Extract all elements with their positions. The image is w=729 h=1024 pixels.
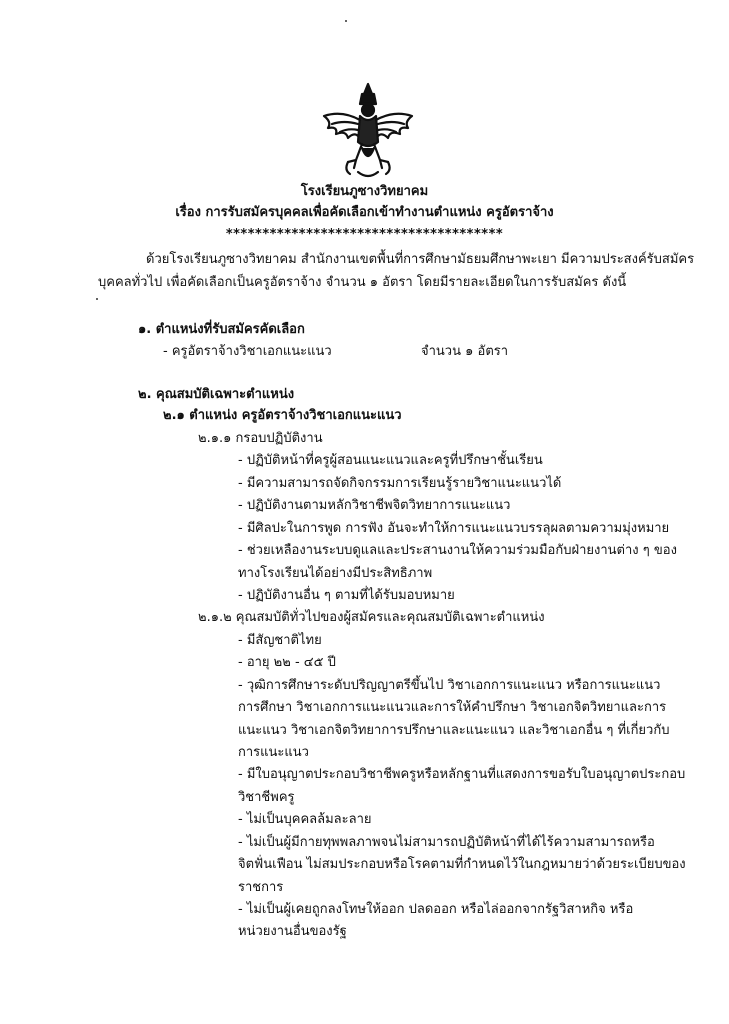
- garuda-emblem-icon: [318, 80, 418, 184]
- section-1-heading: ๑. ตำแหน่งที่รับสมัครคัดเลือก: [138, 322, 305, 337]
- duty-item: - มีศิลปะในการพูด การฟัง อันจะทำให้การแนะแนวบรรลุผลตามความมุ่งหมาย: [238, 521, 670, 536]
- scan-speck: [345, 20, 347, 22]
- intro-line-2: บุคคลทั่วไป เพื่อคัดเลือกเป็นครูอัตราจ้าง จำนวน ๑ อัตรา โดยมีรายละเอียดในการรับสมัคร ดังนี้: [98, 275, 627, 290]
- intro-line-1: ด้วยโรงเรียนภูซางวิทยาคม สำนักงานเขตพื้นที่การศึกษามัธยมศึกษาพะเยา มีความประสงค์รับสมัคร: [146, 252, 695, 267]
- duty-item: ทางโรงเรียนได้อย่างมีประสิทธิภาพ: [238, 566, 433, 581]
- qualification-item: - วุฒิการศึกษาระดับปริญญาตรีขึ้นไป วิชาเอกการแนะแนว หรือการแนะแนว: [238, 678, 661, 693]
- position-count: จำนวน ๑ อัตรา: [421, 344, 509, 359]
- school-name: โรงเรียนภูซางวิทยาคม: [300, 184, 429, 199]
- qualification-item: หน่วยงานอื่นของรัฐ: [238, 924, 347, 939]
- duty-item: - ช่วยเหลืองานระบบดูแลและประสานงานให้ความร่วมมือกับฝ่ายงานต่าง ๆ ของ: [238, 543, 677, 558]
- position-item: - ครูอัตราจ้างวิชาเอกแนะแนว: [163, 344, 332, 359]
- qualification-item: - ไม่เป็นผู้มีกายทุพพลภาพจนไม่สามารถปฏิบัติหน้าที่ได้ไร้ความสามารถหรือ: [238, 835, 655, 850]
- qualification-item: - ไม่เป็นบุคคลล้มละลาย: [238, 812, 372, 827]
- separator-line: **************************************: [225, 227, 504, 242]
- qualification-item: - มีใบอนุญาตประกอบวิชาชีพครูหรือหลักฐานที่แสดงการขอรับใบอนุญาตประกอบ: [238, 767, 686, 782]
- qualification-item: วิชาชีพครู: [238, 790, 295, 805]
- qualification-item: การศึกษา วิชาเอกการแนะแนวและการให้คำปรึกษา วิชาเอกจิตวิทยาและการ: [238, 700, 667, 715]
- section-2-1-2-heading: ๒.๑.๒ คุณสมบัติทั่วไปของผู้สมัครและคุณสมบัติเฉพาะตำแหน่ง: [198, 610, 545, 625]
- qualification-item: จิตฟั่นเฟือน ไม่สมประกอบหรือโรคตามที่กำหนดไว้ในกฎหมายว่าด้วยระเบียบของ: [238, 857, 686, 872]
- subject-line: เรื่อง การรับสมัครบุคคลเพื่อคัดเลือกเข้าทำงานตำแหน่ง ครูอัตราจ้าง: [175, 205, 554, 220]
- scan-speck: [96, 298, 98, 300]
- qualification-item: แนะแนว วิชาเอกจิตวิทยาการปรึกษาและแนะแนว และวิชาเอกอื่น ๆ ที่เกี่ยวกับ: [238, 723, 670, 738]
- duty-item: - ปฏิบัติงานตามหลักวิชาชีพจิตวิทยาการแนะแนว: [238, 498, 511, 513]
- section-2-1-1-heading: ๒.๑.๑ กรอบปฏิบัติงาน: [198, 431, 323, 446]
- section-2-1-heading: ๒.๑ ตำแหน่ง ครูอัตราจ้างวิชาเอกแนะแนว: [163, 408, 402, 423]
- qualification-item: การแนะแนว: [238, 745, 309, 760]
- duty-item: - มีความสามารถจัดกิจกรรมการเรียนรู้รายวิชาแนะแนวได้: [238, 476, 562, 491]
- section-2-heading: ๒. คุณสมบัติเฉพาะตำแหน่ง: [138, 387, 295, 402]
- duty-item: - ปฏิบัติหน้าที่ครูผู้สอนแนะแนวและครูที่ปรึกษาชั้นเรียน: [238, 453, 543, 468]
- qualification-item: ราชการ: [238, 880, 284, 895]
- duty-item: - ปฏิบัติงานอื่น ๆ ตามที่ได้รับมอบหมาย: [238, 588, 455, 603]
- qualification-item: - อายุ ๒๒ - ๔๕ ปี: [238, 655, 336, 670]
- qualification-item: - ไม่เป็นผู้เคยถูกลงโทษให้ออก ปลดออก หรือไล่ออกจากรัฐวิสาหกิจ หรือ: [238, 902, 634, 917]
- qualification-item: - มีสัญชาติไทย: [238, 633, 322, 648]
